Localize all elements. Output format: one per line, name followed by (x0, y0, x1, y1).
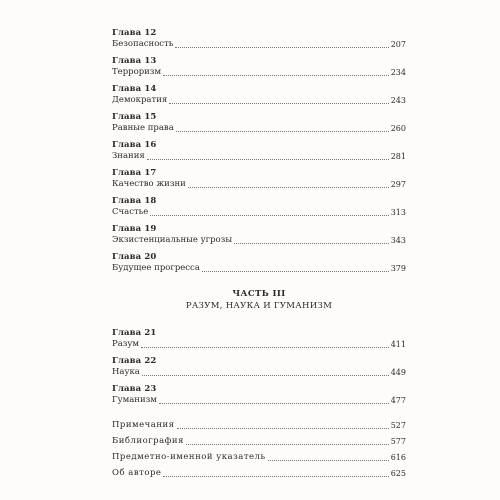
toc-line (112, 95, 406, 106)
page-number: 616 (390, 453, 406, 462)
page-number: 313 (390, 208, 406, 217)
toc-entry-chapter-14 (112, 84, 406, 106)
page-number: 477 (390, 396, 406, 405)
back-matter (112, 420, 406, 479)
chapter-title: Будущее прогресса (112, 263, 200, 273)
dot-leader (177, 428, 389, 429)
chapter-number: Глава 20 (112, 252, 157, 262)
chapter-number: Глава 22 (112, 356, 157, 366)
entry-title: Об авторе (112, 468, 162, 478)
chapter-title: Счастье (112, 207, 149, 217)
page-number: 260 (390, 124, 406, 133)
page-number: 527 (390, 421, 406, 430)
page-number: 625 (390, 469, 406, 478)
chapter-title: Равные права (112, 123, 174, 133)
chapter-number: Глава 18 (112, 196, 157, 206)
page-number: 343 (390, 236, 406, 245)
chapter-number: Глава 23 (112, 384, 157, 394)
chapter-title: Гуманизм (112, 395, 157, 405)
dot-leader (234, 243, 389, 244)
page-number: 411 (390, 340, 406, 349)
dot-leader (147, 159, 389, 160)
toc-entry-chapter-12 (112, 28, 406, 50)
entry-title: Библиография (112, 436, 184, 446)
chapter-number: Глава 16 (112, 140, 157, 150)
dot-leader (175, 47, 388, 48)
dot-leader (141, 347, 389, 348)
toc-entry-bibliography (112, 436, 406, 447)
toc-entry-chapter-15 (112, 112, 406, 134)
entry-title: Примечания (112, 420, 175, 430)
toc-entry-chapter-13 (112, 56, 406, 78)
dot-leader (202, 271, 389, 272)
toc-entry-notes (112, 420, 406, 431)
page-number: 577 (390, 437, 406, 446)
dot-leader (186, 444, 389, 445)
chapter-title: Наука (112, 367, 140, 377)
part-number: ЧАСТЬ III (232, 289, 286, 299)
toc-entry-chapter-16 (112, 140, 406, 162)
chapter-number: Глава 21 (112, 328, 157, 338)
chapter-number: Глава 14 (112, 84, 157, 94)
dot-leader (150, 215, 388, 216)
chapter-number: Глава 13 (112, 56, 157, 66)
chapter-title: Безопасность (112, 39, 174, 49)
toc-entry-chapter-18 (112, 196, 406, 218)
chapter-number: Глава 17 (112, 168, 157, 178)
page-number: 234 (390, 68, 406, 77)
chapter-title: Знания (112, 151, 145, 161)
chapter-title: Разум (112, 339, 140, 349)
chapter-title: Качество жизни (112, 179, 186, 189)
dot-leader (169, 103, 388, 104)
toc-line (112, 235, 406, 246)
part-heading (112, 288, 406, 312)
dot-leader (176, 131, 389, 132)
toc-line (112, 395, 406, 406)
page-number: 207 (390, 40, 406, 49)
chapter-number: Глава 12 (112, 28, 157, 38)
dot-leader (163, 75, 389, 76)
toc-line (112, 39, 406, 50)
dot-leader (188, 187, 389, 188)
toc-entry-chapter-20 (112, 252, 406, 274)
dot-leader (142, 375, 389, 376)
chapter-title: Демократия (112, 95, 168, 105)
toc-line (112, 123, 406, 134)
toc-line (112, 339, 406, 350)
page-number: 297 (390, 180, 406, 189)
page-number: 379 (390, 264, 406, 273)
page-number: 449 (390, 368, 406, 377)
toc-entry-chapter-22 (112, 356, 406, 378)
dot-leader (268, 460, 389, 461)
toc-line (112, 67, 406, 78)
toc-entry-chapter-23 (112, 384, 406, 406)
toc-line (112, 207, 406, 218)
toc-line (112, 367, 406, 378)
dot-leader (163, 476, 388, 477)
toc-line (112, 179, 406, 190)
toc-entry-about-author (112, 468, 406, 479)
page-number: 281 (390, 152, 406, 161)
part-title: РАЗУМ, НАУКА И ГУМАНИЗМ (185, 301, 333, 311)
page-number: 243 (390, 96, 406, 105)
toc-entry-chapter-21 (112, 328, 406, 350)
chapter-number: Глава 15 (112, 112, 157, 122)
toc-entry-chapter-17 (112, 168, 406, 190)
toc-entry-chapter-19 (112, 224, 406, 246)
entry-title: Предметно-именной указатель (112, 452, 266, 462)
toc-line (112, 263, 406, 274)
chapter-title: Терроризм (112, 67, 162, 77)
table-of-contents (112, 28, 406, 484)
dot-leader (159, 403, 389, 404)
chapter-title: Экзистенциальные угрозы (112, 235, 233, 245)
toc-entry-index (112, 452, 406, 463)
toc-line (112, 151, 406, 162)
chapter-number: Глава 19 (112, 224, 157, 234)
